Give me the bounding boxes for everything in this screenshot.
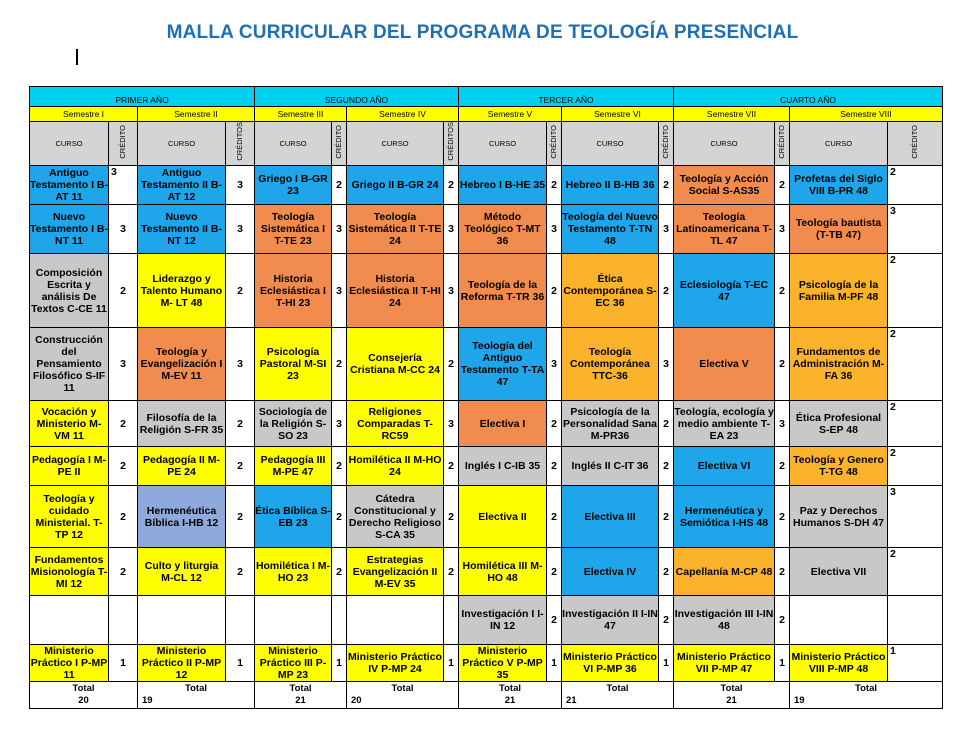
credit-col-label: CRÉDITO [334,124,343,159]
course-cell: Teología Latinoamericana T-TL 47 [674,205,775,254]
course-cell: Vocación y Ministerio M-VM 11 [30,401,109,447]
course-cell: Ministerio Práctico V P-MP 35 [459,645,547,682]
course-cell: Teología de la Reforma T-TR 36 [459,254,547,328]
total-label: Total [72,683,95,694]
course-cell: Teología y cuidado Ministerial. T-TP 12 [30,486,109,548]
credit-cell [888,596,943,645]
credit-cell [332,596,347,645]
course-cell: Capellanía M-CP 48 [674,548,775,596]
credit-cell: 2 [109,447,138,486]
course-cell: Teología y Acción Social S-AS35 [674,166,775,205]
course-cell: Ética Contemporánea S-EC 36 [562,254,659,328]
credit-col-header [226,122,255,166]
course-cell: Teología Contemporánea TTC-36 [562,328,659,401]
credit-cell: 2 [547,486,562,548]
course-cell: Historia Eclesiástica II T-HI 24 [347,254,444,328]
course-cell: Griego II B-GR 24 [347,166,444,205]
course-row [30,596,943,645]
credit-cell: 3 [444,401,459,447]
credit-cell: 2 [226,486,255,548]
credit-cell: 2 [332,486,347,548]
course-cell: Electiva II [459,486,547,548]
total-value: 21 [726,695,737,706]
credit-cell: 1 [444,645,459,682]
page-title: MALLA CURRICULAR DEL PROGRAMA DE TEOLOGÍA PRESENCIAL [166,22,799,43]
year-header [30,87,255,107]
course-cell [255,596,332,645]
course-cell: Nuevo Testamento I B-NT 11 [30,205,109,254]
credit-cell: 2 [547,401,562,447]
credit-cell: 2 [547,166,562,205]
credit-cell [444,596,459,645]
credit-cell: 3 [332,205,347,254]
credit-cell: 2 [775,486,790,548]
total-value: 21 [295,695,306,706]
year-header [255,87,459,107]
course-cell: Ética Bíblica S-EB 23 [255,486,332,548]
credit-cell: 2 [775,548,790,596]
credit-cell: 3 [109,328,138,401]
credit-cell: 2 [444,486,459,548]
course-cell [347,596,444,645]
total-cell [674,682,790,709]
course-col-header: CURSO [790,122,888,166]
course-cell: Eclesiología T-EC 47 [674,254,775,328]
course-col-header: CURSO [255,122,332,166]
credit-col-header [109,122,138,166]
credit-cell: 2 [547,548,562,596]
course-cell: Ministerio Práctico VII P-MP 47 [674,645,775,682]
semester-header: Semestre VI [562,107,674,122]
credit-cell: 1 [888,645,943,682]
course-cell: Fundamentos de Administración M-FA 36 [790,328,888,401]
year-label: PRIMER AÑO [115,95,169,105]
course-cell: Consejería Cristiana M-CC 24 [347,328,444,401]
total-cell [30,682,138,709]
credit-cell: 2 [547,596,562,645]
course-cell: Religiones Comparadas T-RC59 [347,401,444,447]
course-cell: Método Teológico T-MT 36 [459,205,547,254]
total-label: Total [606,683,629,694]
credit-cell: 2 [547,254,562,328]
course-cell: Ministerio Práctico IV P-MP 24 [347,645,444,682]
credit-col-label: CRÉDITO [549,124,558,159]
course-cell: Sociología de la Religión S-SO 23 [255,401,332,447]
course-cell: Electiva I [459,401,547,447]
credit-cell: 2 [775,596,790,645]
semester-header: Semestre II [138,107,255,122]
year-header [674,87,943,107]
credit-col-label: CRÉDITOS [235,122,244,161]
course-cell: Antiguo Testamento II B-AT 12 [138,166,226,205]
credit-cell: 3 [226,205,255,254]
year-label: SEGUNDO AÑO [324,95,389,105]
course-cell: Ministerio Práctico III P-MP 23 [255,645,332,682]
credit-cell: 3 [226,328,255,401]
total-cell [138,682,255,709]
semester-header: Semestre IV [347,107,459,122]
course-cell: Homilética II M-HO 24 [347,447,444,486]
course-cell: Teología Sistemática I T-TE 23 [255,205,332,254]
year-label: CUARTO AÑO [780,95,836,105]
credit-cell: 3 [444,254,459,328]
course-cell: Teología y Genero T-TG 48 [790,447,888,486]
course-cell: Nuevo Testamento II B-NT 12 [138,205,226,254]
course-cell: Filosofía de la Religión S-FR 35 [138,401,226,447]
credit-cell: 2 [109,486,138,548]
course-cell: Construcción del Pensamiento Filosófico S-IF 11 [30,328,109,401]
total-cell [459,682,562,709]
course-cell: Estrategias Evangelización II M-EV 35 [347,548,444,596]
semester-header: Semestre III [255,107,347,122]
credit-cell: 3 [659,328,674,401]
text-cursor [76,49,78,65]
credit-cell: 2 [332,447,347,486]
credit-cell: 3 [547,205,562,254]
credit-cell: 2 [659,166,674,205]
total-cell [562,682,674,709]
credit-cell [226,596,255,645]
course-row [30,328,943,401]
course-cell: Cátedra Constitucional y Derecho Religioso S-CA 35 [347,486,444,548]
course-cell: Ministerio Práctico VIII P-MP 48 [790,645,888,682]
course-cell: Hermenéutica y Semiótica I-HS 48 [674,486,775,548]
total-cell [255,682,347,709]
credit-col-label: CRÉDITO [118,124,127,159]
credit-cell: 2 [109,254,138,328]
total-label: Total [720,683,743,694]
course-cell: Investigación II I-IN 47 [562,596,659,645]
credit-cell: 3 [775,401,790,447]
credit-col-header [547,122,562,166]
credit-col-header [332,122,347,166]
course-cell: Paz y Derechos Humanos S-DH 47 [790,486,888,548]
credit-cell: 2 [226,548,255,596]
credit-cell: 2 [109,401,138,447]
course-cell: Ministerio Práctico VI P-MP 36 [562,645,659,682]
course-col-header: CURSO [347,122,444,166]
course-cell: Composición Escrita y análisis De Textos C-CE 11 [30,254,109,328]
credit-cell: 2 [659,486,674,548]
credit-cell: 3 [888,486,943,548]
credit-cell: 2 [109,548,138,596]
course-cell: Investigación III I-IN 48 [674,596,775,645]
course-row [30,447,943,486]
course-cell: Ministerio Práctico II P-MP 12 [138,645,226,682]
credit-cell: 1 [775,645,790,682]
course-cell: Hebreo II B-HB 36 [562,166,659,205]
total-value: 20 [351,695,362,706]
course-cell: Hebreo I B-HE 35 [459,166,547,205]
course-cell: Electiva V [674,328,775,401]
course-cell: Psicología de la Familia M-PF 48 [790,254,888,328]
course-cell: Pedagogía II M-PE 24 [138,447,226,486]
course-cell: Liderazgo y Talento Humano M- LT 48 [138,254,226,328]
course-row [30,254,943,328]
credit-cell: 2 [444,548,459,596]
credit-cell: 2 [547,447,562,486]
total-label: Total [391,683,414,694]
year-label: TERCER AÑO [538,95,594,105]
credit-cell: 2 [659,548,674,596]
course-row [30,645,943,682]
credit-cell: 3 [659,205,674,254]
course-col-header: CURSO [459,122,547,166]
course-cell [138,596,226,645]
credit-cell: 2 [226,254,255,328]
course-cell: Teología del Nuevo Testamento T-TN 48 [562,205,659,254]
credit-cell: 2 [444,166,459,205]
course-cell: Teología del Antiguo Testamento T-TA 47 [459,328,547,401]
credit-cell: 2 [888,548,943,596]
credit-cell: 2 [659,447,674,486]
course-cell: Electiva VI [674,447,775,486]
course-row [30,401,943,447]
credit-cell: 1 [226,645,255,682]
total-cell [790,682,943,709]
total-value: 20 [78,695,89,706]
course-cell: Ministerio Práctico I P-MP 11 [30,645,108,681]
total-value: 21 [504,695,516,706]
credit-cell: 3 [109,205,138,254]
credit-cell: 2 [888,166,943,205]
total-label: Total [289,683,312,694]
semester-header: Semestre I [30,107,138,122]
credit-cell: 2 [888,401,943,447]
course-cell: Inglés II C-IT 36 [562,447,659,486]
credit-cell: 2 [888,254,943,328]
credit-cell: 2 [444,447,459,486]
credit-cell: 3 [332,254,347,328]
course-cell: Historia Eclesiástica I T-HI 23 [255,254,332,328]
credit-cell: 2 [332,166,347,205]
credit-cell: 3 [775,205,790,254]
course-cell: Teología y Evangelización I M-EV 11 [138,328,226,401]
course-row [30,486,943,548]
year-header [459,87,674,107]
course-cell: Ética Profesional S-EP 48 [790,401,888,447]
course-cell: Inglés I C-IB 35 [459,447,547,486]
course-cell: Investigación I I- IN 12 [459,596,547,645]
course-cell: Antiguo Testamento I B-AT 11 [30,167,108,203]
credit-cell: 2 [775,447,790,486]
course-cell: Griego I B-GR 23 [255,166,332,205]
credit-cell: 2 [332,328,347,401]
course-col-header: CURSO [138,122,226,166]
course-cell: Profetas del Siglo VIII B-PR 48 [790,166,888,205]
credit-cell: 2 [775,328,790,401]
credit-cell: 2 [332,548,347,596]
credit-cell: 2 [226,447,255,486]
credit-cell: 2 [775,166,790,205]
course-row [30,548,943,596]
course-cell: Fundamentos Misionología T-MI 12 [30,548,109,596]
total-value: 19 [794,695,805,706]
credit-cell: 3 [109,166,138,205]
credit-cell: 3 [444,205,459,254]
course-cell: Psicología Pastoral M-SI 23 [255,328,332,401]
credit-cell: 2 [775,254,790,328]
credit-cell: 1 [547,645,562,682]
credit-cell: 1 [659,645,674,682]
semester-header: Semestre VIII [790,107,943,122]
course-cell: Teología, ecología y medio ambiente T-EA 23 [674,401,775,447]
credit-col-label: CRÉDITO [910,124,919,159]
credit-col-header [444,122,459,166]
course-cell: Hermenéutica Bíblica I-HB 12 [138,486,226,548]
total-label: Total [855,683,877,694]
credit-cell: 2 [888,447,943,486]
credit-cell: 2 [659,401,674,447]
credit-cell: 3 [547,328,562,401]
course-cell [30,596,109,645]
course-cell: Electiva IV [562,548,659,596]
course-cell: Pedagogía I M-PE II [30,447,109,486]
course-row [30,205,943,254]
credit-col-header [659,122,674,166]
curriculum-table [29,86,943,709]
credit-col-label: CRÉDITOS [446,122,455,161]
total-value: 19 [142,695,153,706]
total-cell [347,682,459,709]
course-col-header: CURSO [30,122,109,166]
credit-cell: 2 [226,401,255,447]
credit-cell: 3 [226,166,255,205]
course-cell: Teología Sistemática II T-TE 24 [347,205,444,254]
semester-header: Semestre V [459,107,562,122]
credit-col-label: CRÉDITO [777,124,786,159]
credit-cell: 2 [444,328,459,401]
course-col-header: CURSO [562,122,659,166]
credit-cell: 2 [659,596,674,645]
course-cell: Electiva III [562,486,659,548]
credit-col-header [888,122,943,166]
course-row [30,166,943,205]
credit-cell: 2 [659,254,674,328]
credit-cell: 2 [888,328,943,401]
course-col-header: CURSO [674,122,775,166]
course-cell: Electiva VII [790,548,888,596]
credit-col-header [775,122,790,166]
total-label: Total [499,683,521,694]
credit-cell: 3 [888,205,943,254]
course-cell [790,596,888,645]
course-cell: Homilética I M-HO 23 [255,548,332,596]
course-cell: Pedagogía III M-PE 47 [255,447,332,486]
semester-header: Semestre VII [674,107,790,122]
course-cell: Teología bautista (T-TB 47) [790,205,888,254]
credit-cell: 1 [332,645,347,682]
total-value: 21 [566,695,577,706]
course-cell: Homilética III M-HO 48 [459,548,547,596]
credit-cell: 1 [109,645,138,682]
credit-col-label: CRÉDITO [661,124,670,159]
course-cell: Psicología de la Personalidad Sana M-PR36 [562,401,659,447]
course-cell: Culto y liturgia M-CL 12 [138,548,226,596]
total-label: Total [185,683,207,694]
credit-cell [109,596,138,645]
credit-cell: 3 [332,401,347,447]
